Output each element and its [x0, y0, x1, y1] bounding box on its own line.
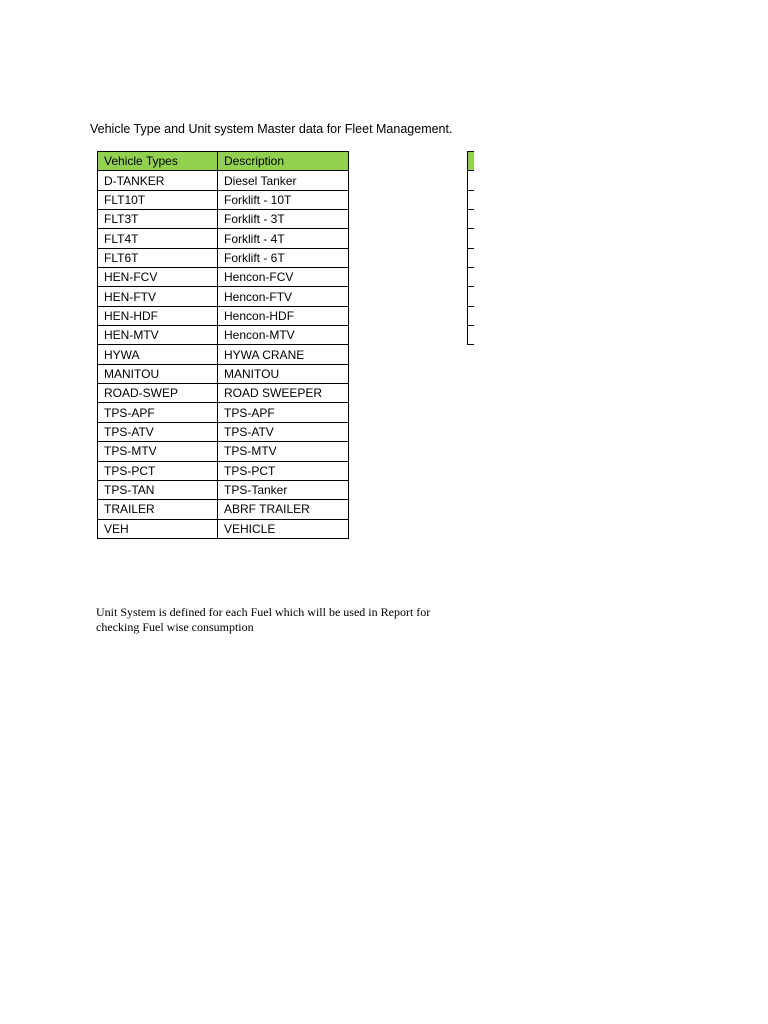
- description-cell: ROAD SWEEPER: [218, 384, 349, 403]
- vehicle-type-cell: FLT4T: [98, 229, 218, 248]
- cropped-cell: [468, 326, 474, 345]
- vehicle-type-cell: TPS-TAN: [98, 480, 218, 499]
- vehicle-type-cell: FLT10T: [98, 190, 218, 209]
- cropped-cell: [468, 268, 474, 287]
- table-row: [98, 345, 349, 364]
- description-cell: Diesel Tanker: [218, 171, 349, 190]
- table-header-row: [98, 152, 349, 171]
- description-cell: Hencon-MTV: [218, 326, 349, 345]
- cropped-cell: [468, 210, 474, 229]
- table-row: [98, 384, 349, 403]
- table-row: [98, 190, 349, 209]
- table-row: [98, 364, 349, 383]
- cropped-table-row: [468, 268, 474, 287]
- cropped-table-header: [468, 152, 474, 171]
- table-body: [98, 171, 349, 539]
- description-cell: TPS-APF: [218, 403, 349, 422]
- description-cell: Forklift - 3T: [218, 210, 349, 229]
- header-description: Description: [218, 152, 349, 171]
- table-row: [98, 500, 349, 519]
- cropped-table-row: [468, 190, 474, 209]
- vehicle-type-cell: HEN-HDF: [98, 306, 218, 325]
- table-row: [98, 248, 349, 267]
- cropped-cell: [468, 152, 474, 171]
- cropped-cell: [468, 306, 474, 325]
- description-cell: Hencon-HDF: [218, 306, 349, 325]
- cropped-table-row: [468, 326, 474, 345]
- cropped-table-row: [468, 229, 474, 248]
- description-cell: Forklift - 10T: [218, 190, 349, 209]
- vehicle-type-cell: HYWA: [98, 345, 218, 364]
- table-row: [98, 210, 349, 229]
- table-row: [98, 326, 349, 345]
- description-cell: TPS-PCT: [218, 461, 349, 480]
- description-cell: VEHICLE: [218, 519, 349, 538]
- vehicle-type-cell: ROAD-SWEP: [98, 384, 218, 403]
- description-cell: TPS-ATV: [218, 422, 349, 441]
- vehicle-type-cell: TRAILER: [98, 500, 218, 519]
- vehicle-type-cell: TPS-MTV: [98, 442, 218, 461]
- table-row: [98, 403, 349, 422]
- vehicle-type-cell: MANITOU: [98, 364, 218, 383]
- table-row: [98, 480, 349, 499]
- vehicle-type-cell: D-TANKER: [98, 171, 218, 190]
- table-row: [98, 306, 349, 325]
- description-cell: ABRF TRAILER: [218, 500, 349, 519]
- description-cell: Forklift - 6T: [218, 248, 349, 267]
- description-cell: TPS-MTV: [218, 442, 349, 461]
- vehicle-type-cell: HEN-MTV: [98, 326, 218, 345]
- description-cell: Hencon-FCV: [218, 268, 349, 287]
- cropped-table-row: [468, 306, 474, 325]
- cropped-cell: [468, 190, 474, 209]
- cropped-table-row: [468, 210, 474, 229]
- vehicle-type-cell: HEN-FCV: [98, 268, 218, 287]
- cropped-cell: [468, 287, 474, 306]
- description-cell: HYWA CRANE: [218, 345, 349, 364]
- cropped-cell: [468, 171, 474, 190]
- vehicle-type-cell: TPS-APF: [98, 403, 218, 422]
- table-row: [98, 229, 349, 248]
- description-cell: Hencon-FTV: [218, 287, 349, 306]
- cropped-table-row: [468, 248, 474, 267]
- vehicle-type-cell: TPS-ATV: [98, 422, 218, 441]
- table-row: [98, 461, 349, 480]
- cropped-cell: [468, 229, 474, 248]
- cropped-table-row: [468, 287, 474, 306]
- cropped-table-row: [468, 171, 474, 190]
- vehicle-type-cell: TPS-PCT: [98, 461, 218, 480]
- description-cell: MANITOU: [218, 364, 349, 383]
- table-row: [98, 287, 349, 306]
- vehicle-type-cell: FLT6T: [98, 248, 218, 267]
- vehicle-type-cell: FLT3T: [98, 210, 218, 229]
- vehicle-type-cell: VEH: [98, 519, 218, 538]
- cropped-unit-system-table: [467, 151, 474, 345]
- vehicle-type-cell: HEN-FTV: [98, 287, 218, 306]
- description-cell: Forklift - 4T: [218, 229, 349, 248]
- table-row: [98, 422, 349, 441]
- vehicle-types-table: [97, 151, 349, 539]
- table-row: [98, 519, 349, 538]
- table-row: [98, 442, 349, 461]
- unit-system-note: Unit System is defined for each Fuel which will be used in Report for checking Fuel wise consumption: [96, 605, 431, 634]
- table-row: [98, 171, 349, 190]
- description-cell: TPS-Tanker: [218, 480, 349, 499]
- page-title: Vehicle Type and Unit system Master data for Fleet Management.: [90, 122, 453, 136]
- table-row: [98, 268, 349, 287]
- cropped-cell: [468, 248, 474, 267]
- header-vehicle-types: Vehicle Types: [98, 152, 218, 171]
